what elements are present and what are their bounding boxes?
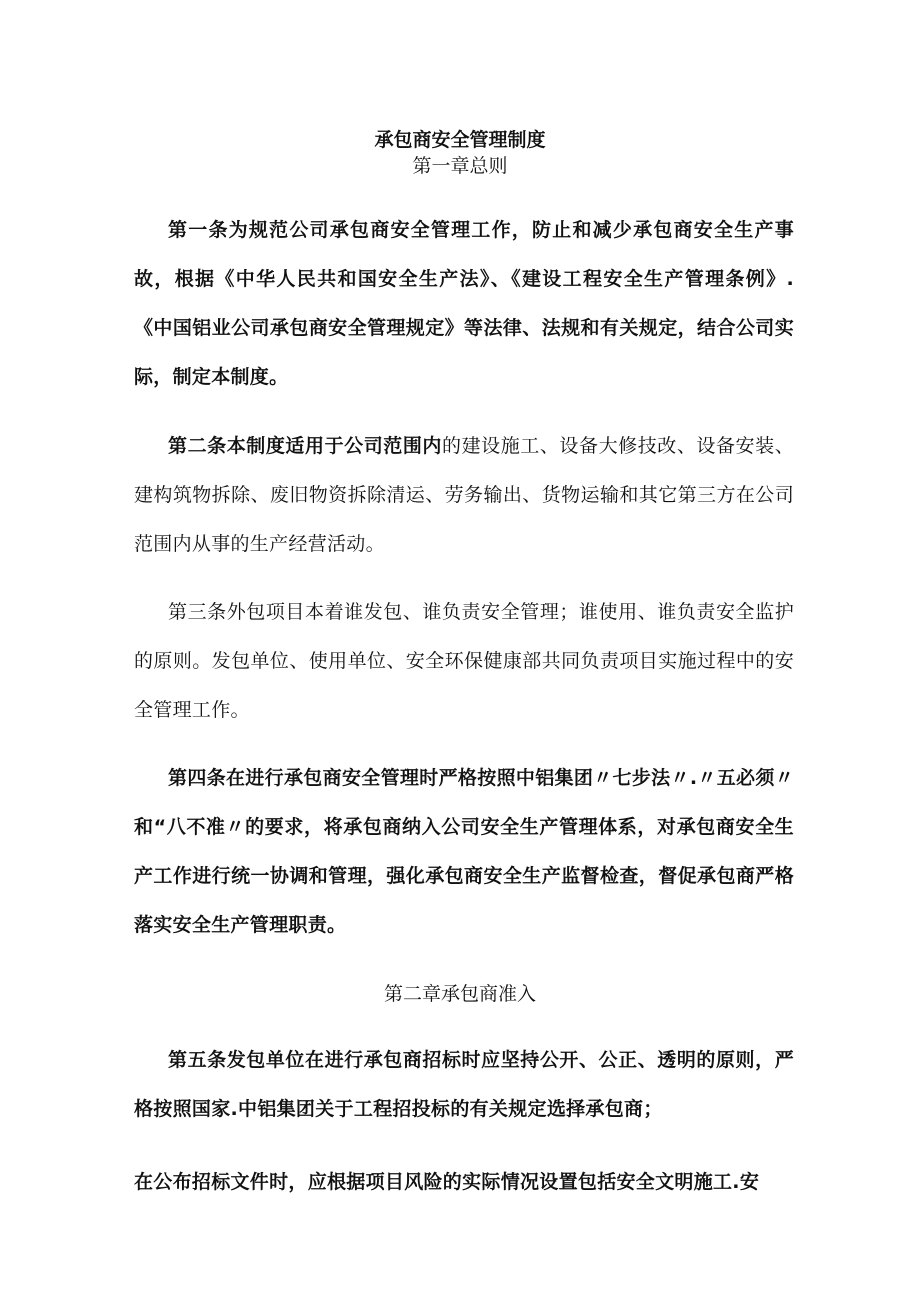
chapter-heading-2: 第二章承包商准入 (383, 983, 536, 1005)
article-5-continued: 在公布招标文件时，应根据项目风险的实际情况设置包括安全文明施工.安 (134, 1171, 760, 1193)
article-2 (134, 422, 794, 569)
article-2-body: 的建设施工、设备大修技改、设备安装、建构筑物拆除、废旧物资拆除清运、劳务输出、货物运输和其它第三方在公司范围内从事的生产经营活动。 (134, 435, 795, 555)
article-2-lead: 第二条本制度适用于公司范围内 (168, 435, 442, 457)
article-5: 第五条发包单位在进行承包商招标时应坚持公开、公正、透明的原则，严格按照国家.中铝集团关于工程招投标的有关规定选择承包商； (134, 1049, 794, 1120)
article-3: 第三条外包项目本着谁发包、谁负责安全管理；谁使用、谁负责安全监护的原则。发包单位、使用单位、安全环保健康部共同负责项目实施过程中的安全管理工作。 (134, 601, 794, 721)
document-title: 承包商安全管理制度 (374, 129, 546, 151)
article-1: 第一条为规范公司承包商安全管理工作，防止和减少承包商安全生产事故，根据《中华人民共和国安全生产法》、《建设工程安全生产管理条例》.《中国铝业公司承包商安全管理规定》等法律、法规和有关规定，结合公司实际，制定本制度。 (134, 219, 794, 388)
article-4: 第四条在进行承包商安全管理时严格按照中铝集团〃七步法〃.〃五必须〃和“八不准〃的要求，将承包商纳入公司安全生产管理体系，对承包商安全生产工作进行统一协调和管理，强化承包商安全生产监督检查，督促承包商严格落实安全生产管理职责。 (134, 767, 794, 936)
chapter-heading-1: 第一章总则 (412, 155, 508, 177)
